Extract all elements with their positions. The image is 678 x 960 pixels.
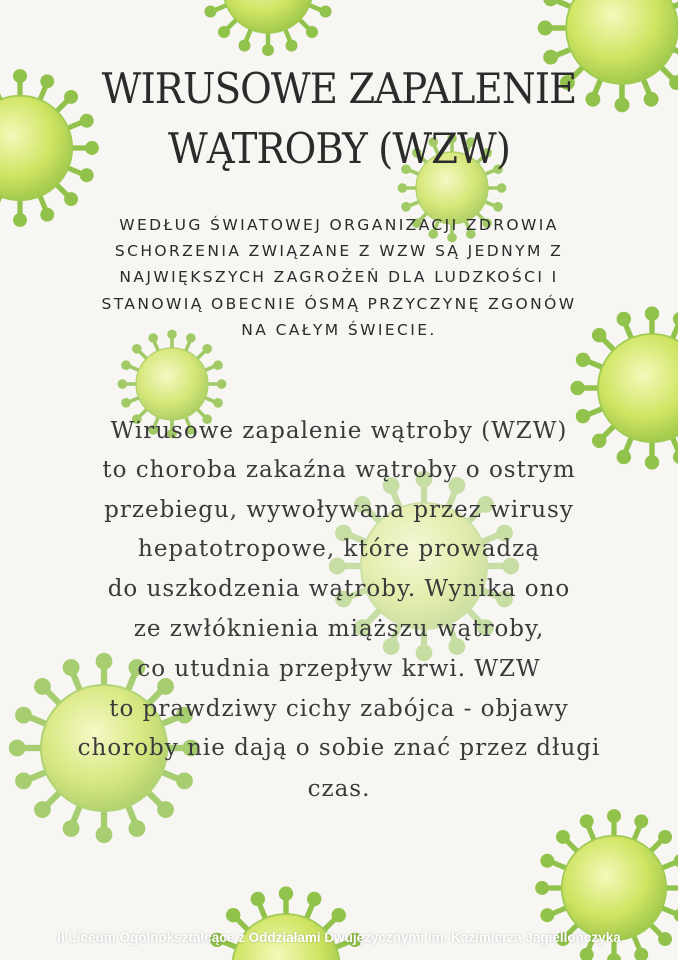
body-line-2: to choroba zakaźna wątroby o ostrym: [102, 457, 576, 483]
body-line-3: przebiegu, wywoływana przez wirusy: [104, 497, 574, 523]
body-line-1: Wirusowe zapalenie wątroby (WZW): [110, 418, 568, 444]
lead-line-1: WEDŁUG ŚWIATOWEJ ORGANIZACJI ZDROWIA: [119, 216, 559, 234]
body-line-5: do uszkodzenia wątroby. Wynika ono: [107, 576, 571, 602]
lead-line-3: NAJWIĘKSZYCH ZAGROŻEŃ DLA LUDZKOŚCI I: [119, 268, 559, 286]
title-line-1: WIRUSOWE ZAPALENIE: [101, 64, 577, 113]
lead-line-2: SCHORZENIA ZWIĄZANE Z WZW SĄ JEDNYM Z: [114, 242, 564, 260]
body-line-4: hepatotropowe, które prowadzą: [138, 536, 540, 562]
school-footer: II Liceum Ogólnokształcące z Oddziałami Dwujęzycznymi im. Kazimierza Jagiellończyka: [57, 930, 621, 945]
lead-line-5: NA CAŁYM ŚWIECIE.: [241, 321, 437, 339]
body-line-9: choroby nie dają o sobie znać przez długi: [77, 735, 601, 761]
body-line-8: to prawdziwy cichy zabójca - objawy: [109, 696, 569, 722]
lead-line-4: STANOWIĄ OBECNIE ÓSMĄ PRZYCZYNĘ ZGONÓW: [101, 295, 577, 313]
body-line-6: ze zwłóknienia miąższu wątroby,: [133, 616, 545, 642]
title-line-2: WĄTROBY (WZW): [167, 124, 511, 173]
body-line-7: co utudnia przepływ krwi. WZW: [137, 656, 541, 682]
body-line-10: czas.: [307, 776, 371, 802]
